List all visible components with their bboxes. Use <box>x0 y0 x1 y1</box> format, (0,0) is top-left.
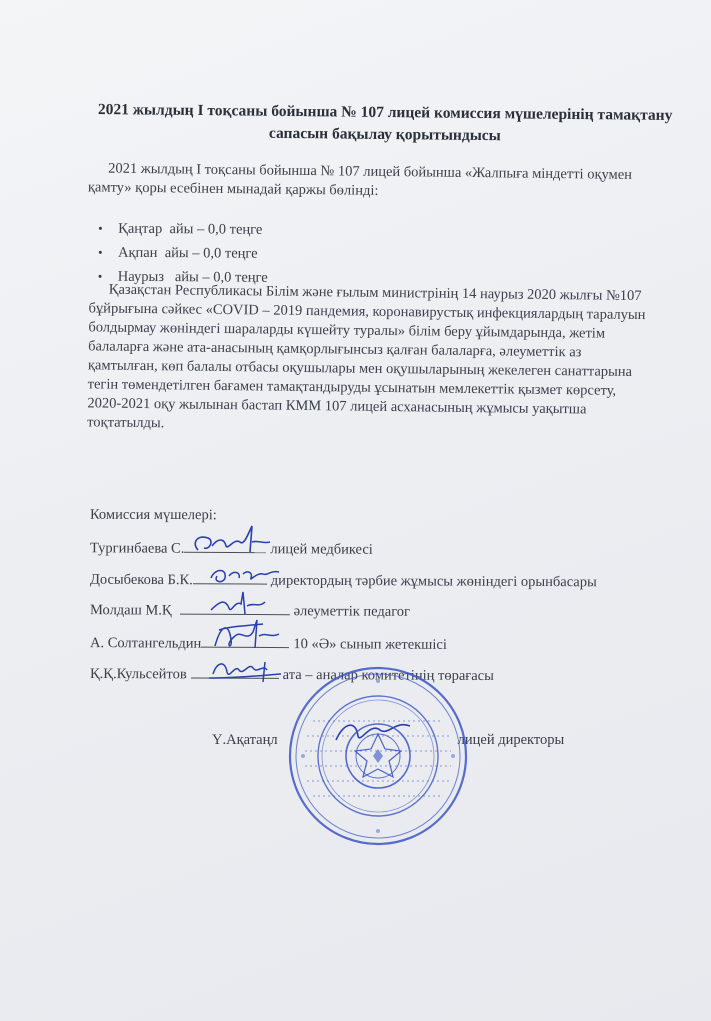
member-role: 10 «Ә» сынып жетекшісі <box>293 636 447 653</box>
body-line: қамтылған, көп балалы отбасы оқушылары мен оқушыларының жекелеген санаттарына <box>87 357 633 380</box>
intro-paragraph <box>88 159 688 204</box>
signature-line <box>180 602 290 616</box>
member-name: А. Солтангельдин <box>89 635 202 652</box>
member-name: Қ.Қ.Кульсейтов <box>89 665 187 683</box>
body-line: балаларға және ата-анасының қамқорлығынсыз қалған балаларға, әлеуметтік аз <box>88 338 582 361</box>
intro-line-1: 2021 жылдың I тоқсаны бойынша № 107 лицей бойынша «Жалпыға міндетті оқумен <box>108 160 633 183</box>
signature-row <box>90 539 373 558</box>
member-role: директордың тәрбие жұмысы жөніндегі орынбасары <box>270 572 597 591</box>
signature-line <box>201 635 289 648</box>
body-line: бұйрығына сәйкес «COVID – 2019 пандемия, коронавирустық инфекциялардың таралуын <box>88 300 646 324</box>
body-line: 2020-2021 оқу жылынан бастап КММ 107 лицей асханасының жұмысы уақытша <box>87 395 587 418</box>
intro-line-2: қамту» қоры есебінен мынадай қаржы бөлінді: <box>87 179 379 199</box>
funding-list <box>98 217 498 292</box>
member-name: Досыбекова Б.К. <box>89 571 193 589</box>
signature-line <box>184 540 266 553</box>
title-line-2: сапасын бақылау қорытындысы <box>268 124 501 145</box>
director-title: лицей директоры <box>457 732 565 748</box>
signature-row <box>90 601 410 621</box>
director-name: Ү.Ақатаңл <box>212 732 278 748</box>
body-line: болдырмау жөніндегі шараларды күшейту туралы» білім беру ұйымдарында, жетім <box>88 319 606 342</box>
official-stamp-seal <box>283 661 473 851</box>
commission-heading: Комиссия мүшелері: <box>89 506 217 524</box>
body-paragraph <box>87 280 689 439</box>
body-line: Қазақстан Республикасы Білім және ғылым министрінің 14 наурыз 2020 жылғы №107 <box>108 281 642 305</box>
signature-row <box>90 634 447 654</box>
member-role: лицей медбикесі <box>270 541 373 558</box>
member-role: әлеуметтік педагог <box>293 603 411 620</box>
member-name: Молдаш М.Қ <box>89 602 172 619</box>
signature-line <box>191 665 279 678</box>
list-item: • Наурыз айы – 0,0 теңге <box>98 265 498 292</box>
signature-line <box>193 571 267 584</box>
list-item: • Ақпан айы – 0,0 теңге <box>98 241 498 268</box>
body-line: тегін төмендетілген бағамен тамақтандыруды ұсынатын мемлекеттік қызмет көрсету, <box>87 376 617 399</box>
body-line: тоқтатылды. <box>87 414 165 432</box>
member-role: ата – аналар комитетінің төрағасы <box>282 666 494 685</box>
document-title <box>80 99 690 149</box>
signature-row <box>90 571 597 592</box>
member-name: Тургинбаева С. <box>89 540 185 557</box>
list-item: • Қаңтар айы – 0,0 теңге <box>98 217 498 244</box>
title-line-1: 2021 жылдың I тоқсаны бойынша № 107 лицей комиссия мүшелерінің тамақтану <box>97 100 673 125</box>
